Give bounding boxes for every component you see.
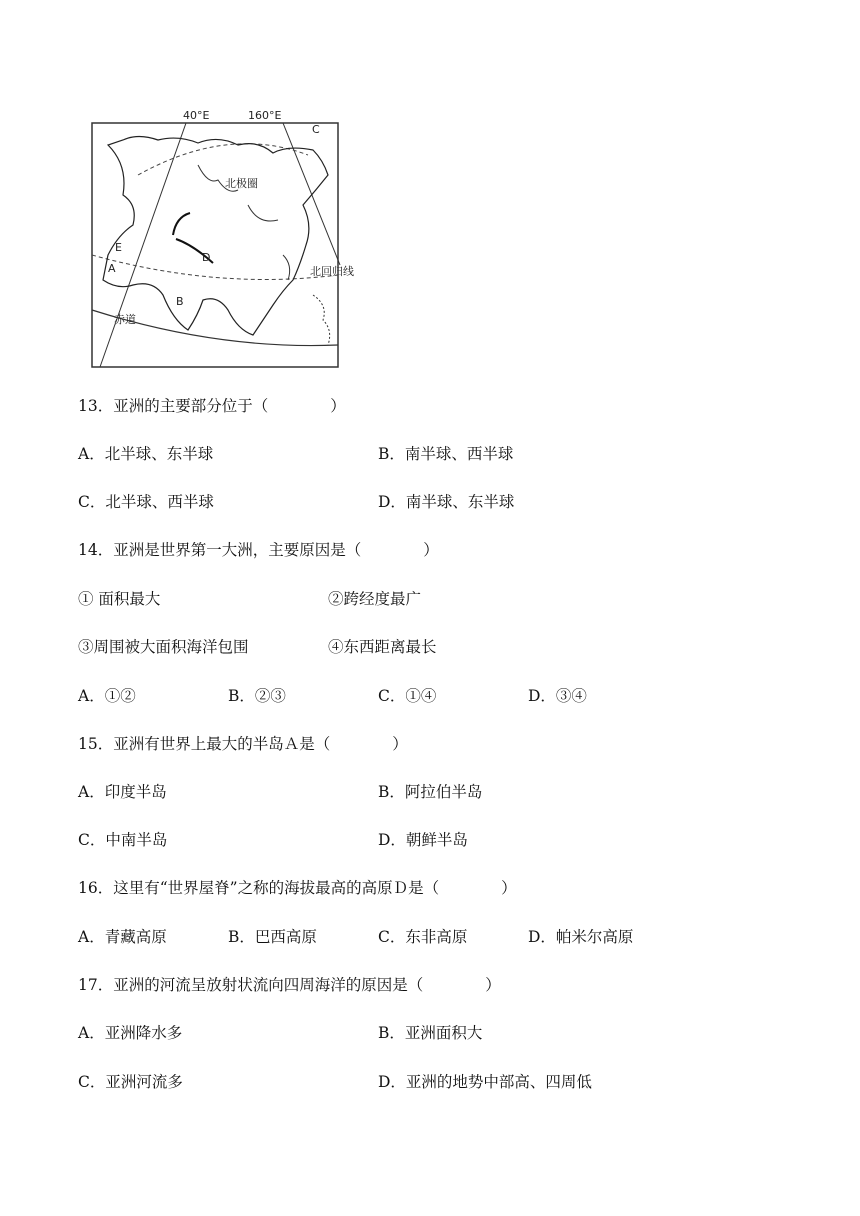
question-14-stem: 14．亚洲是世界第一大洲，主要原因是（ ） (78, 541, 439, 559)
q15-option-d: D．朝鲜半岛 (378, 831, 468, 849)
asia-map (78, 105, 354, 373)
label-tropic: 北回归线 (310, 265, 354, 278)
question-15-stem: 15．亚洲有世界上最大的半岛Ａ是（ ） (78, 735, 408, 753)
q14-option-b: B．②③ (228, 687, 286, 705)
q14-option-c: C．①④ (378, 687, 437, 705)
q15-option-a: A．印度半岛 (78, 783, 167, 801)
q16-option-b: B．巴西高原 (228, 928, 317, 946)
asia-coastline (103, 137, 328, 336)
question-17-stem: 17．亚洲的河流呈放射状流向四周海洋的原因是（ ） (78, 976, 501, 994)
q15-option-b: B．阿拉伯半岛 (378, 783, 483, 801)
lon-label-160e: 160°E (248, 109, 282, 122)
label-c: C (312, 123, 320, 136)
q14-option-a: A．①② (78, 687, 136, 705)
q13-option-a: A．北半球、东半球 (78, 445, 214, 463)
q16-option-d: D．帕米尔高原 (528, 928, 634, 946)
river-line-3 (283, 255, 290, 280)
q14-statement-3: ③周围被大面积海洋包围 (78, 638, 249, 656)
river-line-2 (248, 205, 278, 221)
q16-option-a: A．青藏高原 (78, 928, 167, 946)
q13-option-c: C．北半球、西半球 (78, 493, 214, 511)
island-chain (313, 295, 330, 345)
q17-option-c: C．亚洲河流多 (78, 1073, 183, 1091)
meridian-40e (100, 123, 186, 367)
q14-statement-2: ②跨经度最广 (328, 590, 422, 608)
label-e: E (115, 241, 122, 254)
question-13-stem: 13．亚洲的主要部分位于（ ） (78, 397, 346, 415)
lon-label-40e: 40°E (183, 109, 210, 122)
label-a: A (108, 262, 116, 275)
label-b: B (176, 295, 184, 308)
q14-option-d: D．③④ (528, 687, 587, 705)
arctic-circle-line (138, 144, 308, 175)
q13-option-b: B．南半球、西半球 (378, 445, 514, 463)
label-arctic-circle: 北极圈 (225, 177, 258, 190)
q16-option-c: C．东非高原 (378, 928, 468, 946)
q17-option-a: A．亚洲降水多 (78, 1024, 183, 1042)
plateau-arc-1 (173, 213, 190, 235)
label-d: D (202, 251, 211, 264)
q17-option-b: B．亚洲面积大 (378, 1024, 483, 1042)
q13-option-d: D．南半球、东半球 (378, 493, 515, 511)
q14-statement-1: ① 面积最大 (78, 590, 161, 608)
q14-statement-4: ④东西距离最长 (328, 638, 437, 656)
label-equator: 赤道 (114, 313, 136, 326)
map-frame (92, 123, 338, 367)
meridian-160e (283, 123, 340, 265)
q15-option-c: C．中南半岛 (78, 831, 168, 849)
q17-option-d: D．亚洲的地势中部高、四周低 (378, 1073, 592, 1091)
question-16-stem: 16．这里有“世界屋脊”之称的海拔最高的高原Ｄ是（ ） (78, 879, 517, 897)
